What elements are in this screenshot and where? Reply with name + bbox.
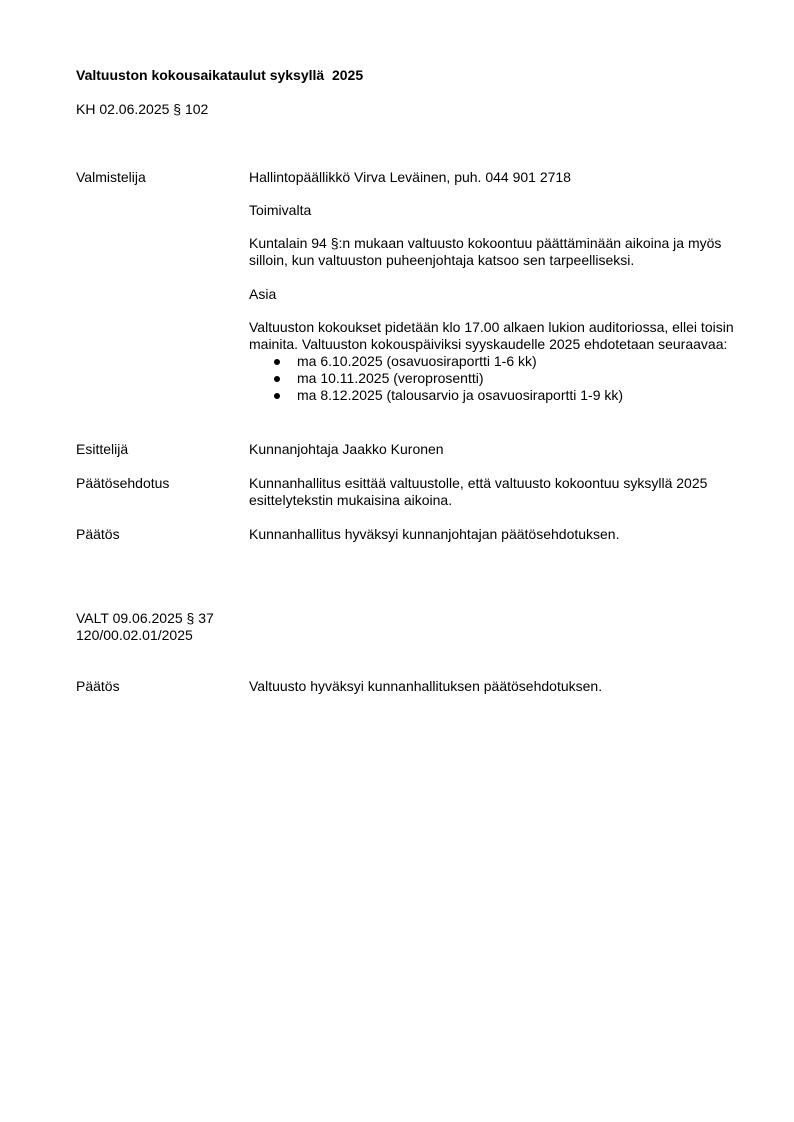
valt-decision-value: Valtuusto hyväksyi kunnanhallituksen päätösehdotuksen. (249, 678, 603, 694)
presenter-value: Kunnanjohtaja Jaakko Kuronen (249, 441, 444, 457)
preparer-value: Hallintopäällikkö Virva Leväinen, puh. 044 901 2718 (249, 169, 571, 185)
valt-case-number: 120/00.02.01/2025 (76, 627, 193, 643)
list-item (249, 353, 734, 370)
proposal-label: Päätösehdotus (76, 475, 170, 491)
proposal-value: Kunnanhallitus esittää valtuustolle, että valtuusto kokoontuu syksyllä 2025 esittelytekstin mukaisina aikoina. (249, 475, 708, 508)
list-item (249, 370, 734, 387)
matter-text: Valtuuston kokoukset pidetään klo 17.00 alkaen lukion auditoriossa, ellei toisin mainita. Valtuuston kokouspäiviksi syyskaudelle 2025 ehdotetaan seuraavaa: (249, 319, 734, 352)
authority-text: Kuntalain 94 §:n mukaan valtuusto kokoontuu päättäminään aikoina ja myös silloin, kun valtuuston puheenjohtaja katsoo sen tarpeelliseksi. (249, 235, 722, 268)
authority-heading: Toimivalta (249, 202, 312, 218)
kh-decision-label: Päätös (76, 526, 120, 542)
valt-decision-label: Päätös (76, 678, 120, 694)
meeting-dates-list (249, 353, 734, 404)
preparer-content (249, 169, 734, 404)
meeting-date: ma 6.10.2025 (osavuosiraportti 1-6 kk) (297, 353, 537, 369)
meeting-date: ma 8.12.2025 (talousarvio ja osavuosiraportti 1-9 kk) (297, 387, 624, 403)
bullet-icon (274, 359, 280, 365)
document-title: Valtuuston kokousaikataulut syksyllä 2025 (76, 67, 364, 83)
list-item (249, 387, 734, 404)
matter-heading: Asia (249, 286, 277, 302)
meeting-date: ma 10.11.2025 (veroprosentti) (297, 370, 484, 386)
kh-decision-value: Kunnanhallitus hyväksyi kunnanjohtajan päätösehdotuksen. (249, 526, 620, 542)
bullet-icon (274, 376, 280, 382)
valt-reference: VALT 09.06.2025 § 37 (76, 610, 214, 626)
kh-reference: KH 02.06.2025 § 102 (76, 101, 209, 117)
presenter-label: Esittelijä (76, 441, 129, 457)
preparer-label: Valmistelija (76, 169, 146, 185)
bullet-icon (274, 393, 280, 399)
